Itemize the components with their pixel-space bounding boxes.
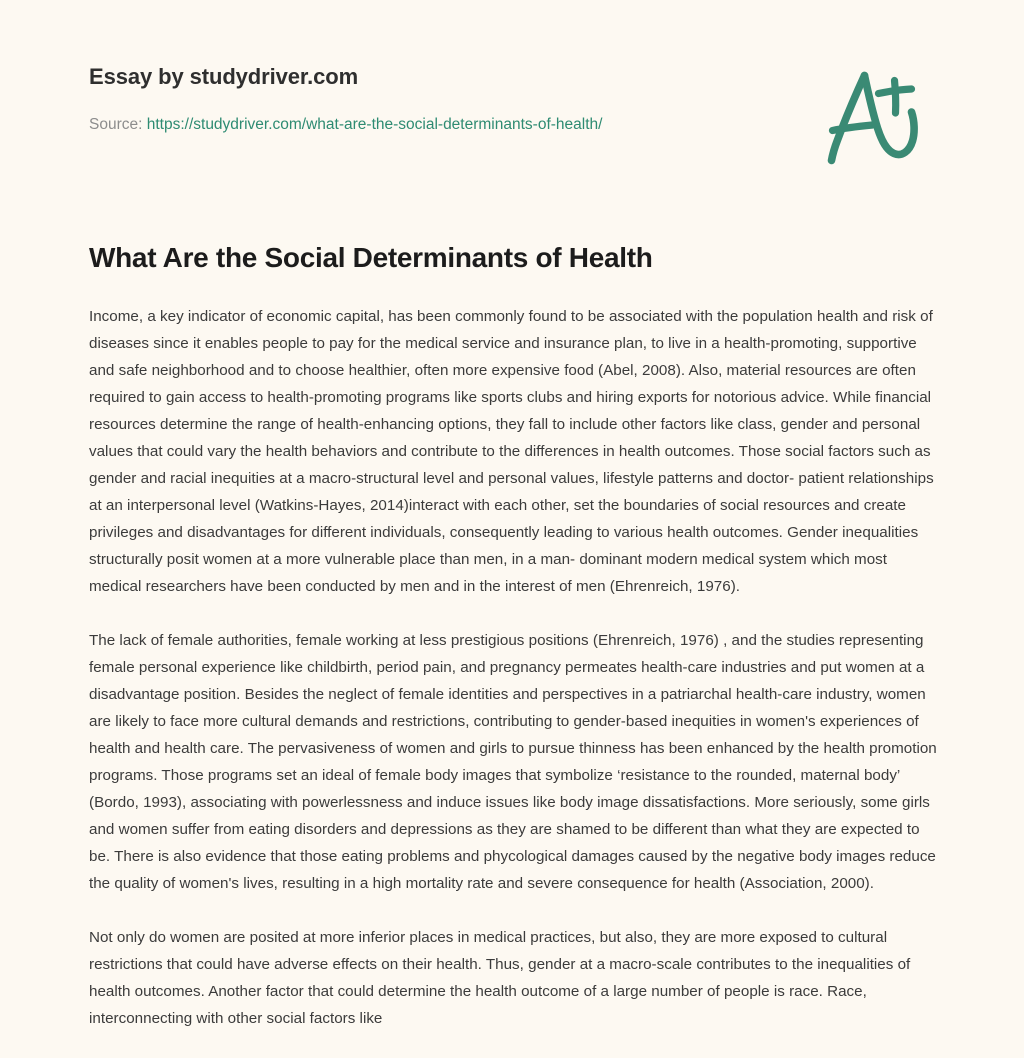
a-plus-logo-svg [812, 58, 936, 182]
source-url-link[interactable]: https://studydriver.com/what-are-the-social-determinants-of-health/ [146, 116, 603, 133]
page-header [0, 0, 1024, 200]
paragraph: Not only do women are posited at more inferior places in medical practices, but also, they are more exposed to cultural restrictions that could have adverse effects on their health. Thus, gender at a macro-scale contributes to the inequalities of health outcomes. Another factor that could determine the health outcome of a large number of people is race. Race, interconnecting with other social factors like [89, 929, 911, 1027]
studydriver-a-plus-logo-icon[interactable] [812, 58, 936, 182]
article [89, 240, 941, 1032]
source-line [89, 92, 789, 135]
page-title: What Are the Social Determinants of Health [89, 242, 653, 273]
source-label: Source: [89, 116, 143, 133]
paragraph: The lack of female authorities, female working at less prestigious positions (Ehrenreich, 1976) , and the studies representing female personal experience like childbirth, period pain, and pregnancy permeates health-care industries and put women at a disadvantage position. Besides the neglect of female identities and perspectives in a patriarchal health-care industry, women are likely to face more cultural demands and restrictions, contributing to gender-based inequities in women's experiences of health and health care. The pervasiveness of women and girls to pursue thinness has been enhanced by the health promotion programs. Those programs set an ideal of female body images that symbolize ‘resistance to the rounded, maternal body’ (Bordo, 1993), associating with powerlessness and induce issues like body image dissatisfactions. More seriously, some girls and women suffer from eating disorders and depressions as they are shamed to be different than what they are expected to be. There is also evidence that those eating problems and phycological damages caused by the negative body images reduce the quality of women's lives, resulting in a high mortality rate and severe consequence for health (Association, 2000). [89, 632, 937, 892]
paragraph: Income, a key indicator of economic capital, has been commonly found to be associated with the population health and risk of diseases since it enables people to pay for the medical service and insurance plan, to live in a health-promoting, supportive and safe neighborhood and to choose healthier, often more expensive food (Abel, 2008). Also, material resources are often required to gain access to health-promoting programs like sports clubs and hiring exports for notorious advice. While financial resources determine the range of health-enhancing options, they fall to include other factors like class, gender and personal values that could vary the health behaviors and contribute to the differences in health outcomes. Those social factors such as gender and racial inequities at a macro-structural level and personal values, lifestyle patterns and doctor- patient relationships at an interpersonal level (Watkins-Hayes, 2014)interact with each other, set the boundaries of social resources and create privileges and disadvantages for different individuals, consequently leading to various health outcomes. Gender inequalities structurally posit women at a more vulnerable place than men, in a man- dominant modern medical system which most medical researchers have been conducted by men and in the interest of men (Ehrenreich, 1976). [89, 308, 934, 595]
article-body [89, 303, 941, 1032]
brand-byline: Essay by studydriver.com [89, 64, 359, 89]
header-text-block [89, 62, 789, 135]
